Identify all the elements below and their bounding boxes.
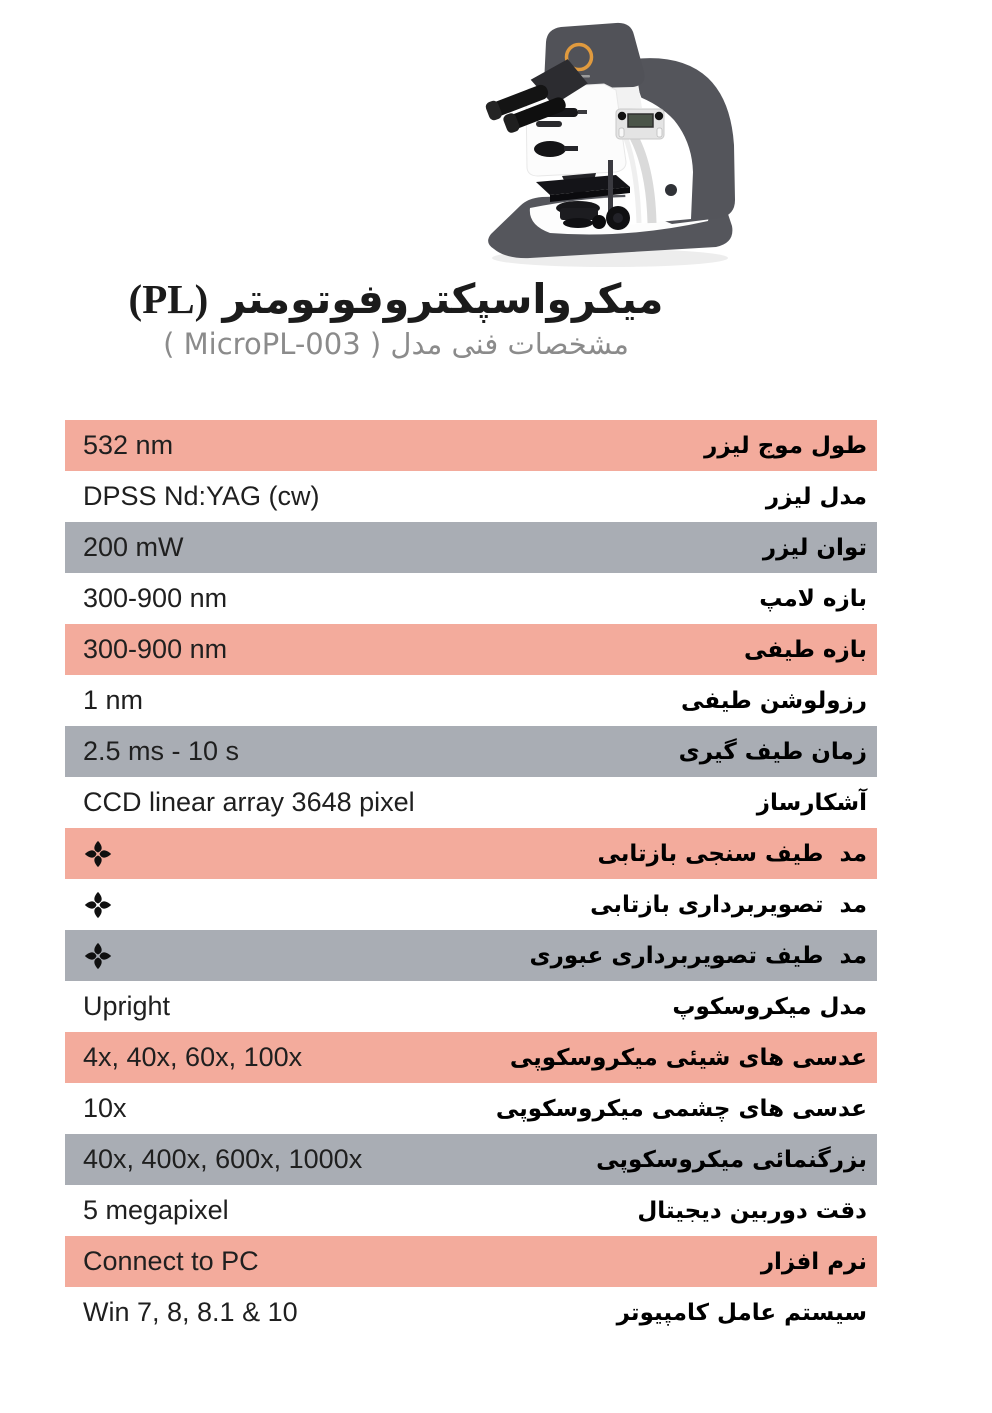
focus-knob-center xyxy=(613,213,623,223)
spec-row-1 xyxy=(65,420,877,471)
spec-label: رزولوشن طیفی xyxy=(680,687,867,714)
spec-value-supported xyxy=(83,839,113,869)
spec-row-9 xyxy=(65,828,877,879)
spec-value: 532 nm xyxy=(83,430,174,460)
spec-row-18 xyxy=(65,1287,877,1338)
spec-value: 10x xyxy=(83,1093,127,1123)
spec-label: زمان طیف گیری xyxy=(678,738,867,765)
title-block xyxy=(0,276,792,361)
spec-row-5 xyxy=(65,624,877,675)
spec-label: بزرگنمائی میکروسکوپی xyxy=(596,1146,867,1173)
spec-value: 4x, 40x, 60x, 100x xyxy=(83,1042,303,1072)
spec-value: Connect to PC xyxy=(83,1246,259,1276)
spec-row-3 xyxy=(65,522,877,573)
spec-value: Win 7, 8, 8.1 & 10 xyxy=(83,1297,298,1327)
spec-row-12 xyxy=(65,981,877,1032)
lcd-screen xyxy=(628,114,653,127)
spec-row-11 xyxy=(65,930,877,981)
panel-button xyxy=(655,112,663,120)
spec-value: 200 mW xyxy=(83,532,184,562)
spec-table xyxy=(65,420,877,1338)
slider-tip xyxy=(578,110,587,114)
panel-button xyxy=(618,112,626,120)
spec-label: مد طیف تصویربرداری عبوری xyxy=(529,942,867,969)
microscope-product-image xyxy=(478,12,746,272)
page-title-fa: میکرواسپکتروفوتومتر xyxy=(222,275,664,323)
panel-slot xyxy=(657,128,662,137)
spec-label: سیستم عامل کامپیوتر xyxy=(616,1299,867,1326)
spec-value: 300-900 nm xyxy=(83,583,228,613)
spec-value: 5 megapixel xyxy=(83,1195,229,1225)
spec-label: بازه طیفی xyxy=(744,636,867,663)
spec-row-10 xyxy=(65,879,877,930)
spec-row-4 xyxy=(65,573,877,624)
arm-button xyxy=(665,184,677,196)
four-petal-asterisk-icon xyxy=(83,890,113,920)
spec-label: توان لیزر xyxy=(762,534,867,561)
spec-label: مدل میکروسکوپ xyxy=(672,993,867,1020)
spec-row-17 xyxy=(65,1236,877,1287)
slider-knob-small xyxy=(536,121,562,127)
spec-value: DPSS Nd:YAG (cw) xyxy=(83,481,320,511)
adjust-wheel xyxy=(534,141,566,157)
spec-value: Upright xyxy=(83,991,171,1021)
page-subtitle: مشخصات فنی مدل ( MicroPL-003 ) xyxy=(163,327,629,362)
condenser-base xyxy=(563,218,593,228)
spec-row-15 xyxy=(65,1134,877,1185)
four-petal-asterisk-icon xyxy=(83,839,113,869)
spec-value: 1 nm xyxy=(83,685,144,715)
spec-row-13 xyxy=(65,1032,877,1083)
panel-slot xyxy=(619,128,624,137)
page-title-en: (PL) xyxy=(128,276,209,322)
adjust-wheel-stem xyxy=(564,146,578,151)
focus-rod xyxy=(608,160,613,212)
display-panel xyxy=(616,109,664,139)
fine-focus-knob xyxy=(592,215,606,229)
spec-label: عدسی های چشمی میکروسکوپی xyxy=(495,1095,867,1122)
spec-value: 40x, 400x, 600x, 1000x xyxy=(83,1144,363,1174)
spec-label: آشکارساز xyxy=(756,789,867,816)
spec-label: بازه لامپ xyxy=(759,585,867,612)
spec-row-7 xyxy=(65,726,877,777)
spec-label: مد تصویربرداری بازتابی xyxy=(590,891,867,918)
spec-label: مد طیف سنجی بازتابی xyxy=(597,840,867,867)
spec-label: دقت دوربین دیجیتال xyxy=(637,1197,867,1224)
spec-label: مدل لیزر xyxy=(765,483,867,510)
spec-row-2 xyxy=(65,471,877,522)
spec-value: 2.5 ms - 10 s xyxy=(83,736,240,766)
spec-row-16 xyxy=(65,1185,877,1236)
spec-label: عدسی های شیئی میکروسکوپی xyxy=(509,1044,867,1071)
spec-row-6 xyxy=(65,675,877,726)
spec-row-14 xyxy=(65,1083,877,1134)
microscope-illustration xyxy=(478,12,746,272)
spec-label: طول موج لیزر xyxy=(704,432,867,459)
spec-value-supported xyxy=(83,890,113,920)
spec-row-8 xyxy=(65,777,877,828)
page-title xyxy=(0,276,792,323)
spec-value-supported xyxy=(83,941,113,971)
four-petal-asterisk-icon xyxy=(83,941,113,971)
spec-value: CCD linear array 3648 pixel xyxy=(83,787,415,817)
spec-value: 300-900 nm xyxy=(83,634,228,664)
spec-label: نرم افزار xyxy=(760,1248,867,1275)
